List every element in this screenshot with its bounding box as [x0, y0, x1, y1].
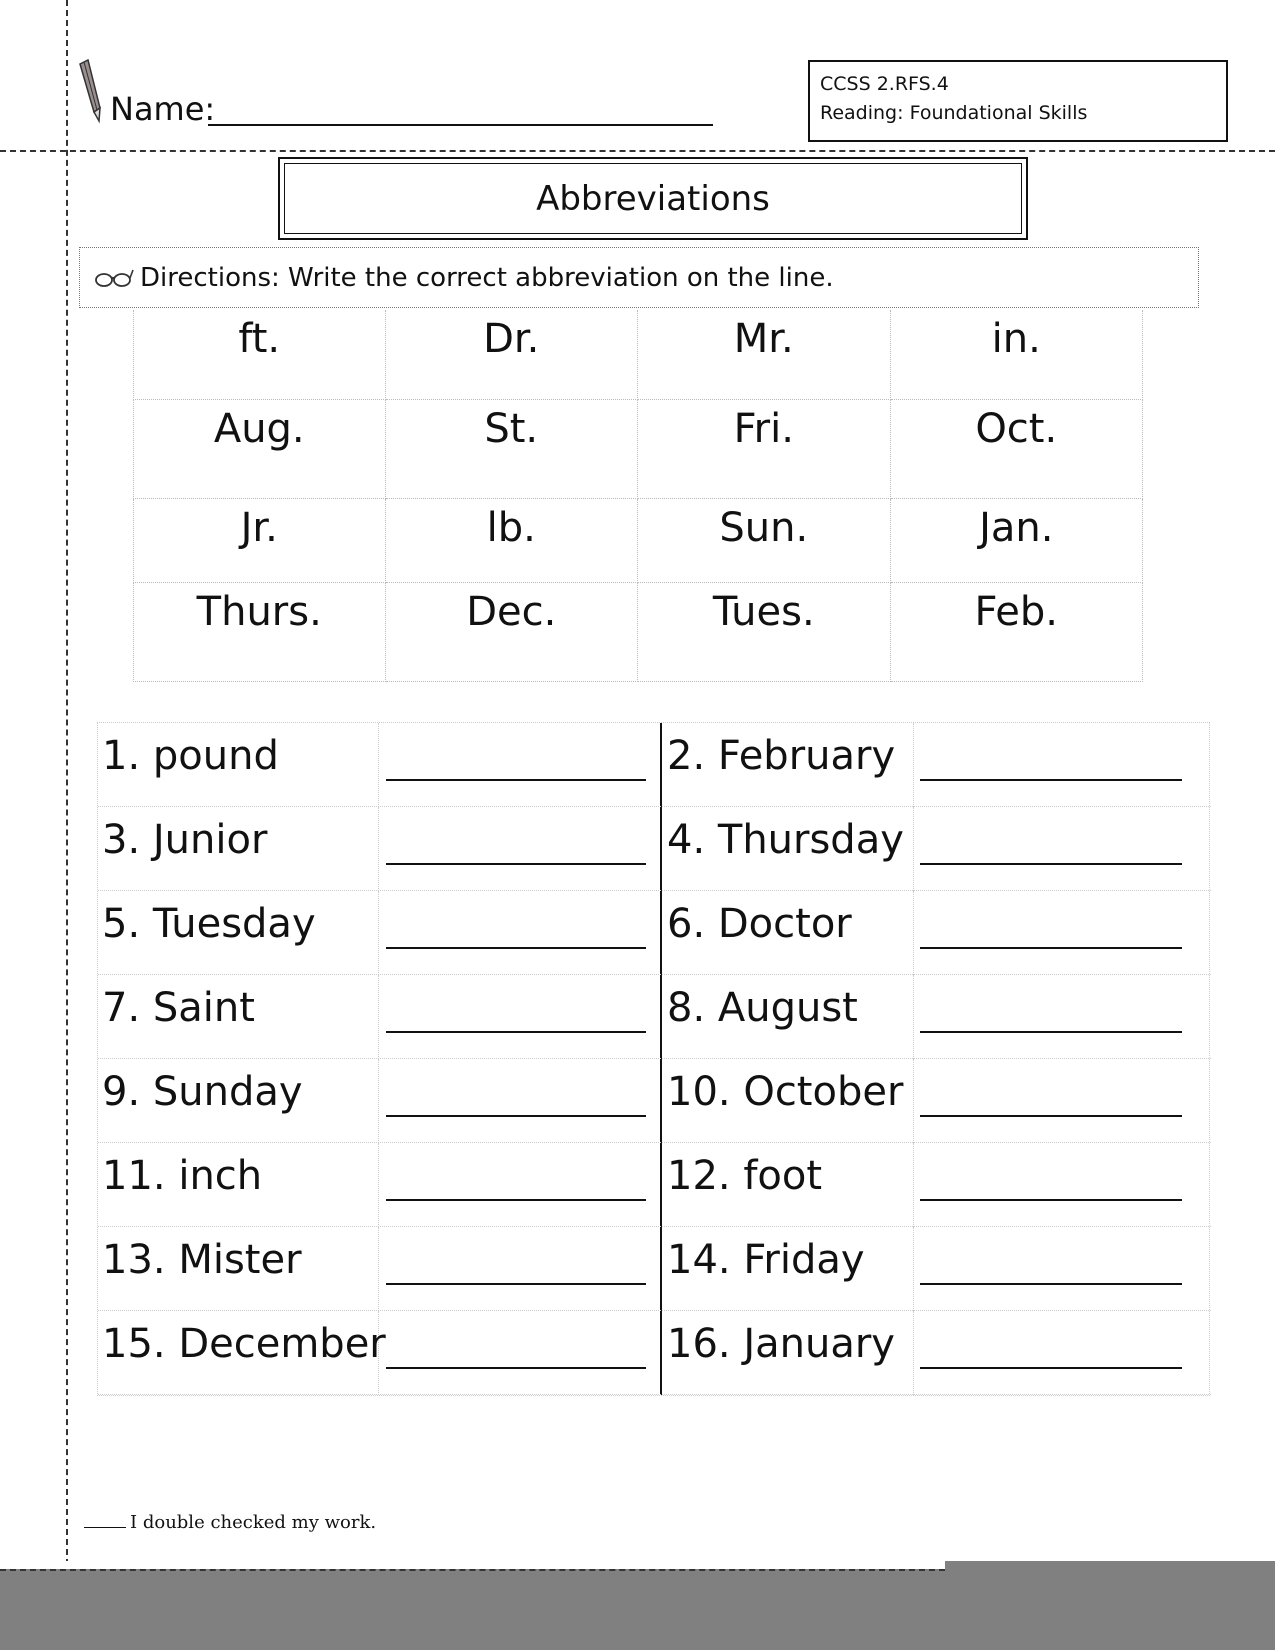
answer-row: [98, 1227, 1211, 1311]
answer-blank-left[interactable]: [386, 947, 646, 949]
directions-text: Directions: Write the correct abbreviation on the line.: [140, 262, 834, 293]
answer-row: [98, 975, 1211, 1059]
word-bank-cell: Tues.: [638, 583, 891, 682]
answer-word-right: 14. Friday: [667, 1237, 865, 1283]
glasses-icon: [94, 266, 134, 290]
self-check-text: I double checked my work.: [130, 1512, 377, 1533]
bottom-fold-line: [0, 1569, 945, 1571]
answer-word-right: 8. August: [667, 985, 858, 1031]
answer-word-left: 15. December: [102, 1321, 386, 1367]
answer-blank-right[interactable]: [920, 1283, 1182, 1285]
answer-blank-left[interactable]: [386, 1199, 646, 1201]
word-bank-cell: Oct.: [891, 400, 1144, 499]
answer-blank-left[interactable]: [386, 1115, 646, 1117]
answer-blank-right[interactable]: [920, 779, 1182, 781]
word-bank-cell: Jan.: [891, 499, 1144, 583]
top-fold-line: [0, 150, 1275, 152]
answer-word-right: 12. foot: [667, 1153, 823, 1199]
answer-row: [98, 1143, 1211, 1227]
pencil-icon: [76, 58, 102, 124]
answer-word-left: 13. Mister: [102, 1237, 302, 1283]
word-bank-cell: Jr.: [133, 499, 386, 583]
directions-box: [79, 247, 1199, 308]
word-bank-cell: Mr.: [638, 310, 891, 400]
page-title: Abbreviations: [284, 163, 1022, 234]
check-line[interactable]: [84, 1527, 126, 1528]
answer-word-right: 16. January: [667, 1321, 895, 1367]
answer-blank-right[interactable]: [920, 1031, 1182, 1033]
answer-word-right: 6. Doctor: [667, 901, 852, 947]
word-bank-cell: lb.: [386, 499, 639, 583]
answer-blank-right[interactable]: [920, 1115, 1182, 1117]
answer-row: [98, 1059, 1211, 1143]
title-box: [278, 157, 1028, 240]
name-line[interactable]: [208, 124, 713, 126]
answer-blank-left[interactable]: [386, 1367, 646, 1369]
answer-word-right: 4. Thursday: [667, 817, 904, 863]
standard-code: CCSS 2.RFS.4: [820, 73, 949, 95]
word-bank-cell: St.: [386, 400, 639, 499]
answer-word-right: 10. October: [667, 1069, 904, 1115]
answer-row: [98, 891, 1211, 975]
word-bank-cell: Aug.: [133, 400, 386, 499]
answer-blank-left[interactable]: [386, 863, 646, 865]
word-bank-cell: Fri.: [638, 400, 891, 499]
answer-word-left: 7. Saint: [102, 985, 255, 1031]
answer-word-left: 9. Sunday: [102, 1069, 303, 1115]
word-bank-cell: Dr.: [386, 310, 639, 400]
answer-blank-right[interactable]: [920, 863, 1182, 865]
answer-row: [98, 1311, 1211, 1395]
answer-word-left: 5. Tuesday: [102, 901, 316, 947]
standard-name: Reading: Foundational Skills: [820, 102, 1088, 124]
answer-word-right: 2. February: [667, 733, 896, 779]
word-bank-cell: Sun.: [638, 499, 891, 583]
vertical-cut-line: [66, 0, 68, 1575]
scan-footer-band: [0, 1561, 1275, 1650]
answer-blank-right[interactable]: [920, 947, 1182, 949]
word-bank-cell: in.: [891, 310, 1144, 400]
word-bank: [133, 310, 1143, 682]
answer-row: [98, 807, 1211, 891]
answer-blank-left[interactable]: [386, 1031, 646, 1033]
answer-word-left: 3. Junior: [102, 817, 268, 863]
answer-blank-left[interactable]: [386, 1283, 646, 1285]
word-bank-cell: Dec.: [386, 583, 639, 682]
word-bank-cell: Thurs.: [133, 583, 386, 682]
answer-word-left: 11. inch: [102, 1153, 263, 1199]
answer-word-left: 1. pound: [102, 733, 279, 779]
answer-blank-right[interactable]: [920, 1199, 1182, 1201]
name-label: Name:: [110, 90, 216, 128]
word-bank-cell: ft.: [133, 310, 386, 400]
self-check: [84, 1512, 376, 1533]
standards-box: [808, 60, 1228, 142]
answer-blank-left[interactable]: [386, 779, 646, 781]
word-bank-cell: Feb.: [891, 583, 1144, 682]
answer-blank-right[interactable]: [920, 1367, 1182, 1369]
answer-table: [97, 722, 1210, 1396]
answer-row: [98, 723, 1211, 807]
